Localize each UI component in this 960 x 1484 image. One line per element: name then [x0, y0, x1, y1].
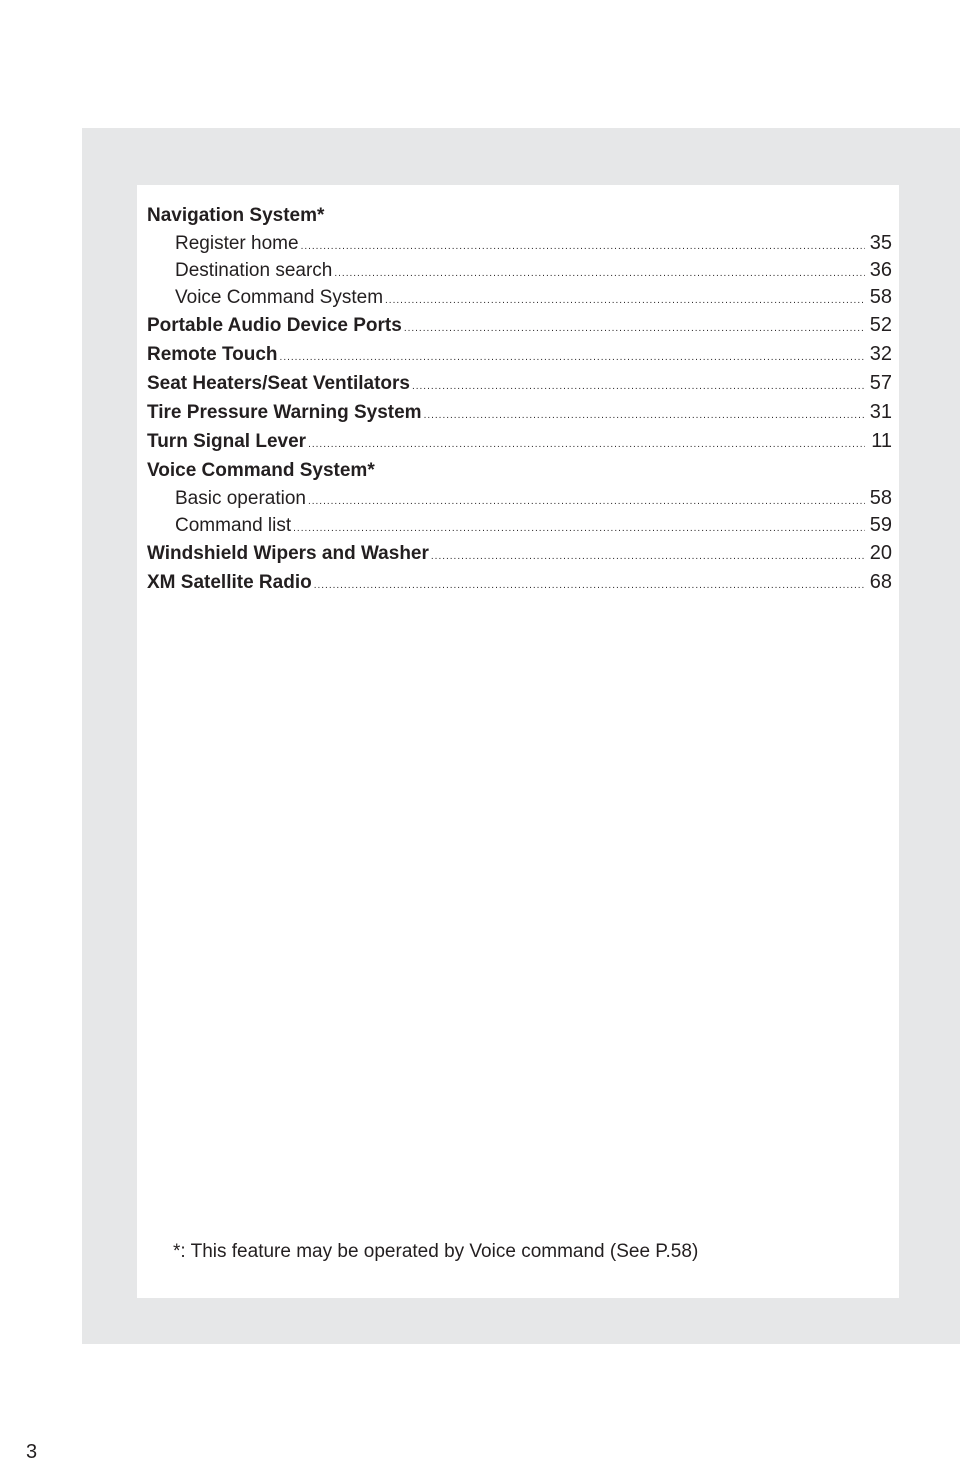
index-subentry-basic-operation[interactable] — [147, 485, 892, 512]
dot-leader — [385, 287, 865, 314]
dot-leader — [334, 260, 865, 287]
entry-label: Voice Command System — [175, 287, 384, 308]
page-ref: 68 — [869, 571, 892, 593]
dot-leader — [404, 314, 865, 343]
entry-label: Destination search — [175, 260, 333, 281]
index-entry-xm-satellite-radio[interactable] — [147, 568, 892, 597]
entry-label: Voice Command System* — [147, 460, 375, 481]
entry-label: Seat Heaters/Seat Ventilators — [147, 373, 410, 394]
entry-label: Command list — [175, 515, 292, 536]
dot-leader — [412, 372, 865, 401]
entry-label: Navigation System* — [147, 205, 325, 226]
page-ref: 58 — [869, 286, 892, 308]
dot-leader — [424, 401, 865, 430]
index-subentry-register-home[interactable] — [147, 230, 892, 257]
index-entry-tire-pressure[interactable] — [147, 398, 892, 427]
entry-label: XM Satellite Radio — [147, 572, 312, 593]
page-ref: 52 — [869, 314, 892, 336]
entry-label: Portable Audio Device Ports — [147, 315, 402, 336]
page-ref: 20 — [869, 542, 892, 564]
page-ref: 36 — [869, 259, 892, 281]
index-subentry-destination-search[interactable] — [147, 257, 892, 284]
page-ref: 57 — [869, 372, 892, 394]
page-ref: 59 — [869, 514, 892, 536]
dot-leader — [280, 343, 865, 372]
page-ref: 31 — [869, 401, 892, 423]
index-entry-turn-signal[interactable] — [147, 427, 892, 456]
footnote: *: This feature may be operated by Voice command (See P.58) — [173, 1241, 699, 1262]
index-entry-windshield-wipers[interactable] — [147, 539, 892, 568]
index-heading-navigation-system — [147, 202, 892, 230]
index-entry-portable-audio[interactable] — [147, 311, 892, 340]
index-heading-voice-command-system — [147, 456, 892, 485]
page-number: 3 — [26, 1441, 38, 1463]
index-list — [147, 202, 892, 597]
dot-leader — [314, 571, 865, 600]
entry-label: Register home — [175, 233, 299, 254]
index-subentry-voice-command-system[interactable] — [147, 284, 892, 311]
dot-leader — [301, 233, 865, 260]
page-ref: 35 — [869, 232, 892, 254]
page-ref: 11 — [871, 430, 892, 452]
entry-label: Remote Touch — [147, 344, 278, 365]
entry-label: Windshield Wipers and Washer — [147, 543, 429, 564]
index-entry-remote-touch[interactable] — [147, 340, 892, 369]
dot-leader — [308, 488, 865, 515]
page-ref: 58 — [869, 487, 892, 509]
dot-leader — [308, 430, 865, 459]
dot-leader — [431, 542, 865, 571]
entry-label: Basic operation — [175, 488, 306, 509]
entry-label: Tire Pressure Warning System — [147, 402, 422, 423]
page-ref: 32 — [869, 343, 892, 365]
dot-leader — [293, 515, 865, 542]
index-entry-seat-heaters[interactable] — [147, 369, 892, 398]
index-subentry-command-list[interactable] — [147, 512, 892, 539]
entry-label: Turn Signal Lever — [147, 431, 307, 452]
